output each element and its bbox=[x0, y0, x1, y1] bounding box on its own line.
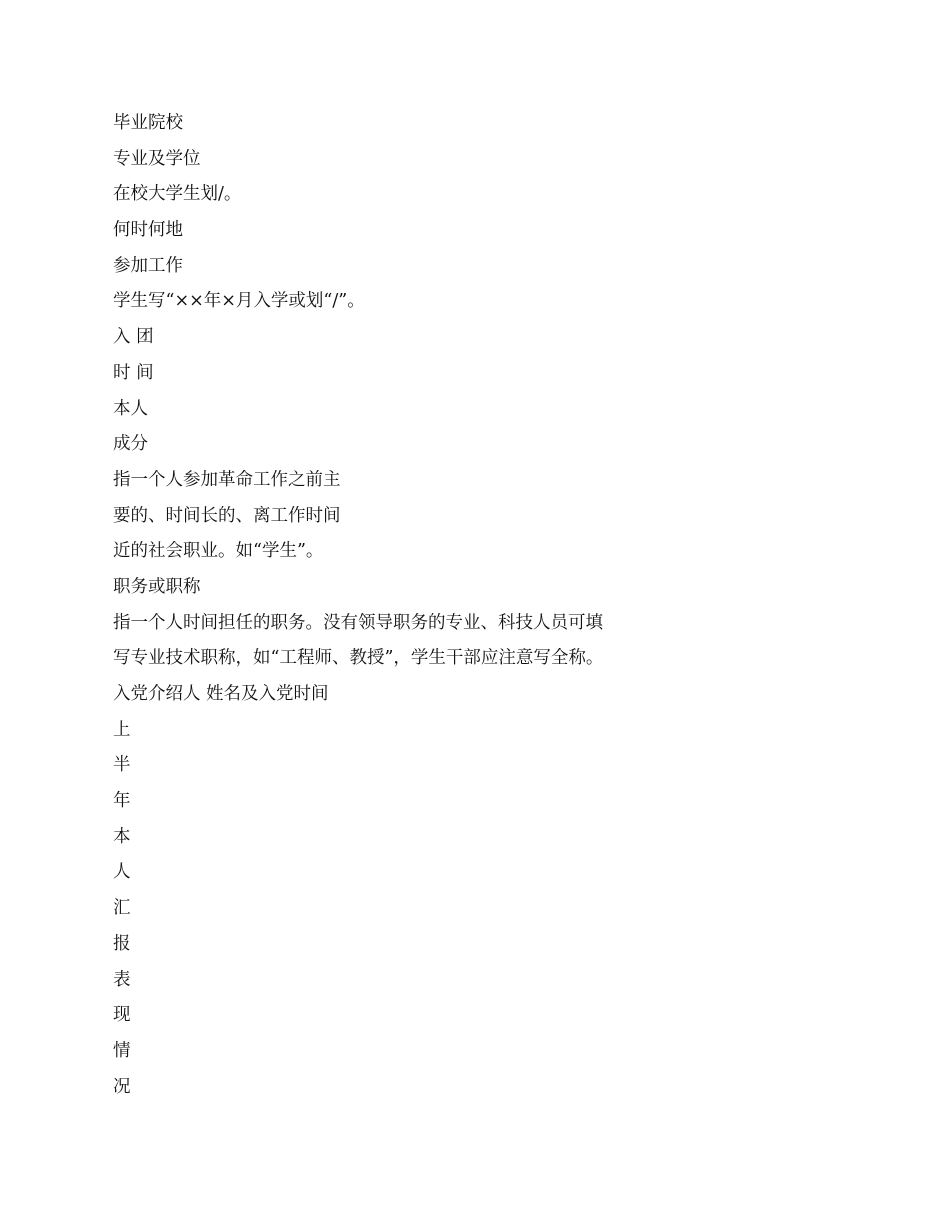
text-line-school: 毕业院校 bbox=[113, 113, 183, 133]
text-line-time: 时 间 bbox=[113, 362, 154, 383]
text-line-vertical-char: 现 bbox=[113, 1005, 131, 1026]
text-line-position-title: 职务或职称 bbox=[113, 576, 201, 597]
text-line-position-note-2: 写专业技术职称，如“工程师、教授”，学生干部应注意写全称。 bbox=[113, 648, 604, 669]
text-line-status: 成分 bbox=[113, 434, 148, 455]
text-line-vertical-char: 人 bbox=[113, 862, 131, 883]
text-line-vertical-char: 汇 bbox=[113, 898, 131, 919]
text-line-vertical-char: 况 bbox=[113, 1076, 131, 1097]
text-line-vertical-char: 年 bbox=[113, 791, 131, 812]
text-line-student-note: 在校大学生划/。 bbox=[113, 184, 242, 205]
text-line-join-work: 参加工作 bbox=[113, 255, 183, 276]
text-line-status-note-1: 指一个人参加革命工作之前主 bbox=[113, 469, 341, 490]
text-line-enrollment-note: 学生写“××年×月入学或划“/”。 bbox=[113, 291, 365, 312]
text-line-personal: 本人 bbox=[113, 398, 148, 419]
text-line-status-note-2: 要的、时间长的、离工作时间 bbox=[113, 505, 341, 526]
text-line-party-introducer: 入党介绍人 姓名及入党时间 bbox=[113, 684, 329, 704]
text-line-major-degree: 专业及学位 bbox=[113, 148, 201, 169]
text-line-vertical-char: 情 bbox=[113, 1040, 131, 1061]
document-body bbox=[113, 106, 873, 1105]
text-line-vertical-char: 报 bbox=[113, 933, 131, 954]
text-line-vertical-char: 本 bbox=[113, 826, 131, 847]
text-line-when-where: 何时何地 bbox=[113, 220, 183, 241]
text-line-vertical-char: 半 bbox=[113, 755, 131, 776]
text-line-join-league: 入 团 bbox=[113, 327, 154, 348]
text-line-status-note-3: 近的社会职业。如“学生”。 bbox=[113, 541, 324, 562]
text-line-vertical-char: 上 bbox=[113, 719, 131, 740]
text-line-position-note-1: 指一个人时间担任的职务。没有领导职务的专业、科技人员可填 bbox=[113, 612, 603, 633]
text-line-vertical-char: 表 bbox=[113, 969, 131, 990]
